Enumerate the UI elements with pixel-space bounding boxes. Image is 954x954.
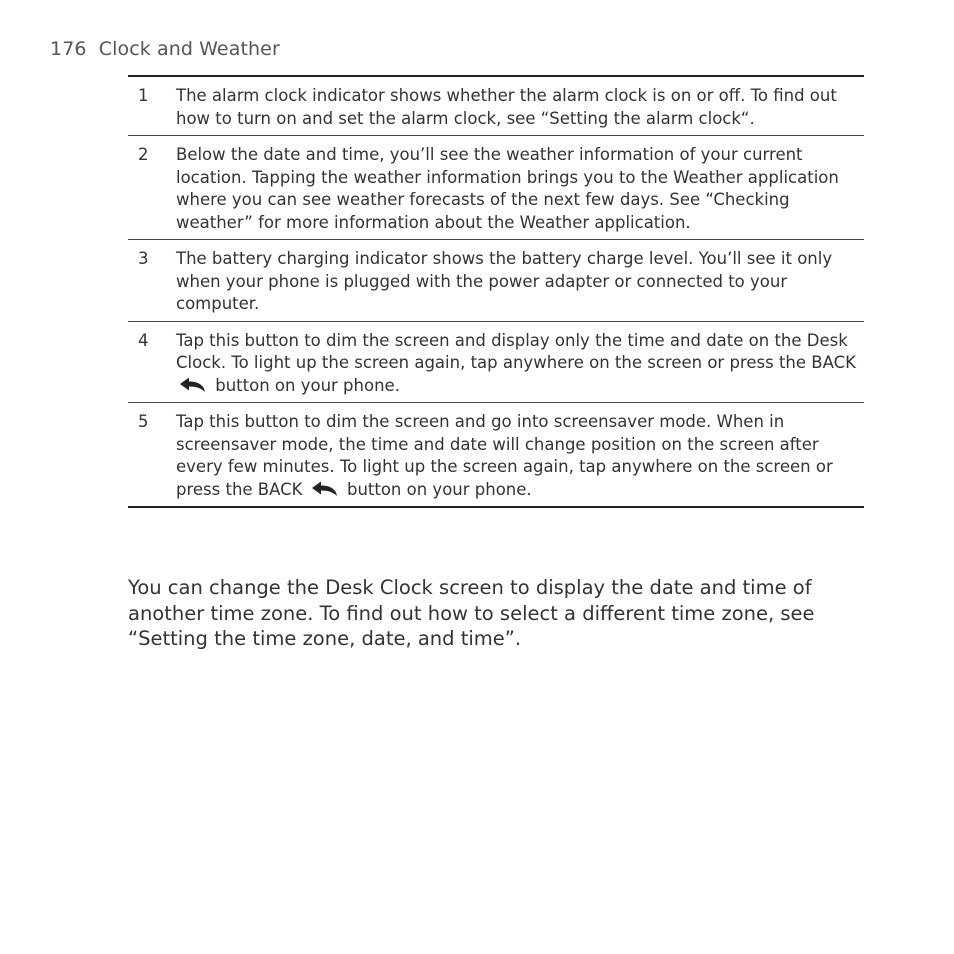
callout-description: [176, 330, 864, 398]
callout-number: 1: [138, 86, 149, 105]
callout-number: 4: [138, 330, 149, 350]
callout-text-after-icon: button on your phone.: [215, 375, 400, 395]
callout-description: Below the date and time, you’ll see the weather information of your current location. Tapping the weather information brings you to the Weather application where you can see weather forecasts of the next few days. See “Checking weather” for more information about the Weather application.: [176, 145, 839, 232]
callout-row: [128, 77, 864, 136]
callout-text-after-icon: button on your phone.: [346, 479, 532, 499]
callout-number: 3: [138, 249, 149, 268]
page-header: [50, 38, 280, 60]
callout-text-before-icon: Tap this button to dim the screen and display only the time and date on the Desk Clock. To light up the screen again, tap anywhere on the screen or press the BACK: [176, 330, 856, 372]
callout-row: [128, 403, 864, 508]
callout-number: 2: [138, 145, 149, 164]
callout-table: [128, 75, 864, 508]
callout-row: [128, 136, 864, 240]
body-paragraph: You can change the Desk Clock screen to display the date and time of another time zone. To find out how to select a different time zone, see “Setting the time zone, date, and time”.: [128, 576, 815, 650]
callout-row: [128, 322, 864, 404]
callout-row: [128, 240, 864, 322]
callout-description: The alarm clock indicator shows whether the alarm clock is on or off. To find out how to turn on and set the alarm clock, see “Setting the alarm clock“.: [176, 86, 837, 128]
page-number: 176: [50, 38, 87, 60]
back-arrow-icon: [178, 376, 208, 394]
back-arrow-icon: [310, 480, 340, 498]
callout-description: The battery charging indicator shows the battery charge level. You’ll see it only when your phone is plugged with the power adapter or connected to your computer.: [176, 249, 833, 313]
callout-number: 5: [138, 412, 149, 431]
callout-text-before-icon: Tap this button to dim the screen and go into screensaver mode. When in screensaver mode, the time and date will change position on the screen after every few minutes. To light up the screen again, tap anywhere on the screen or press the BACK: [176, 412, 833, 499]
callout-description: [176, 411, 864, 501]
section-title: Clock and Weather: [98, 38, 280, 60]
